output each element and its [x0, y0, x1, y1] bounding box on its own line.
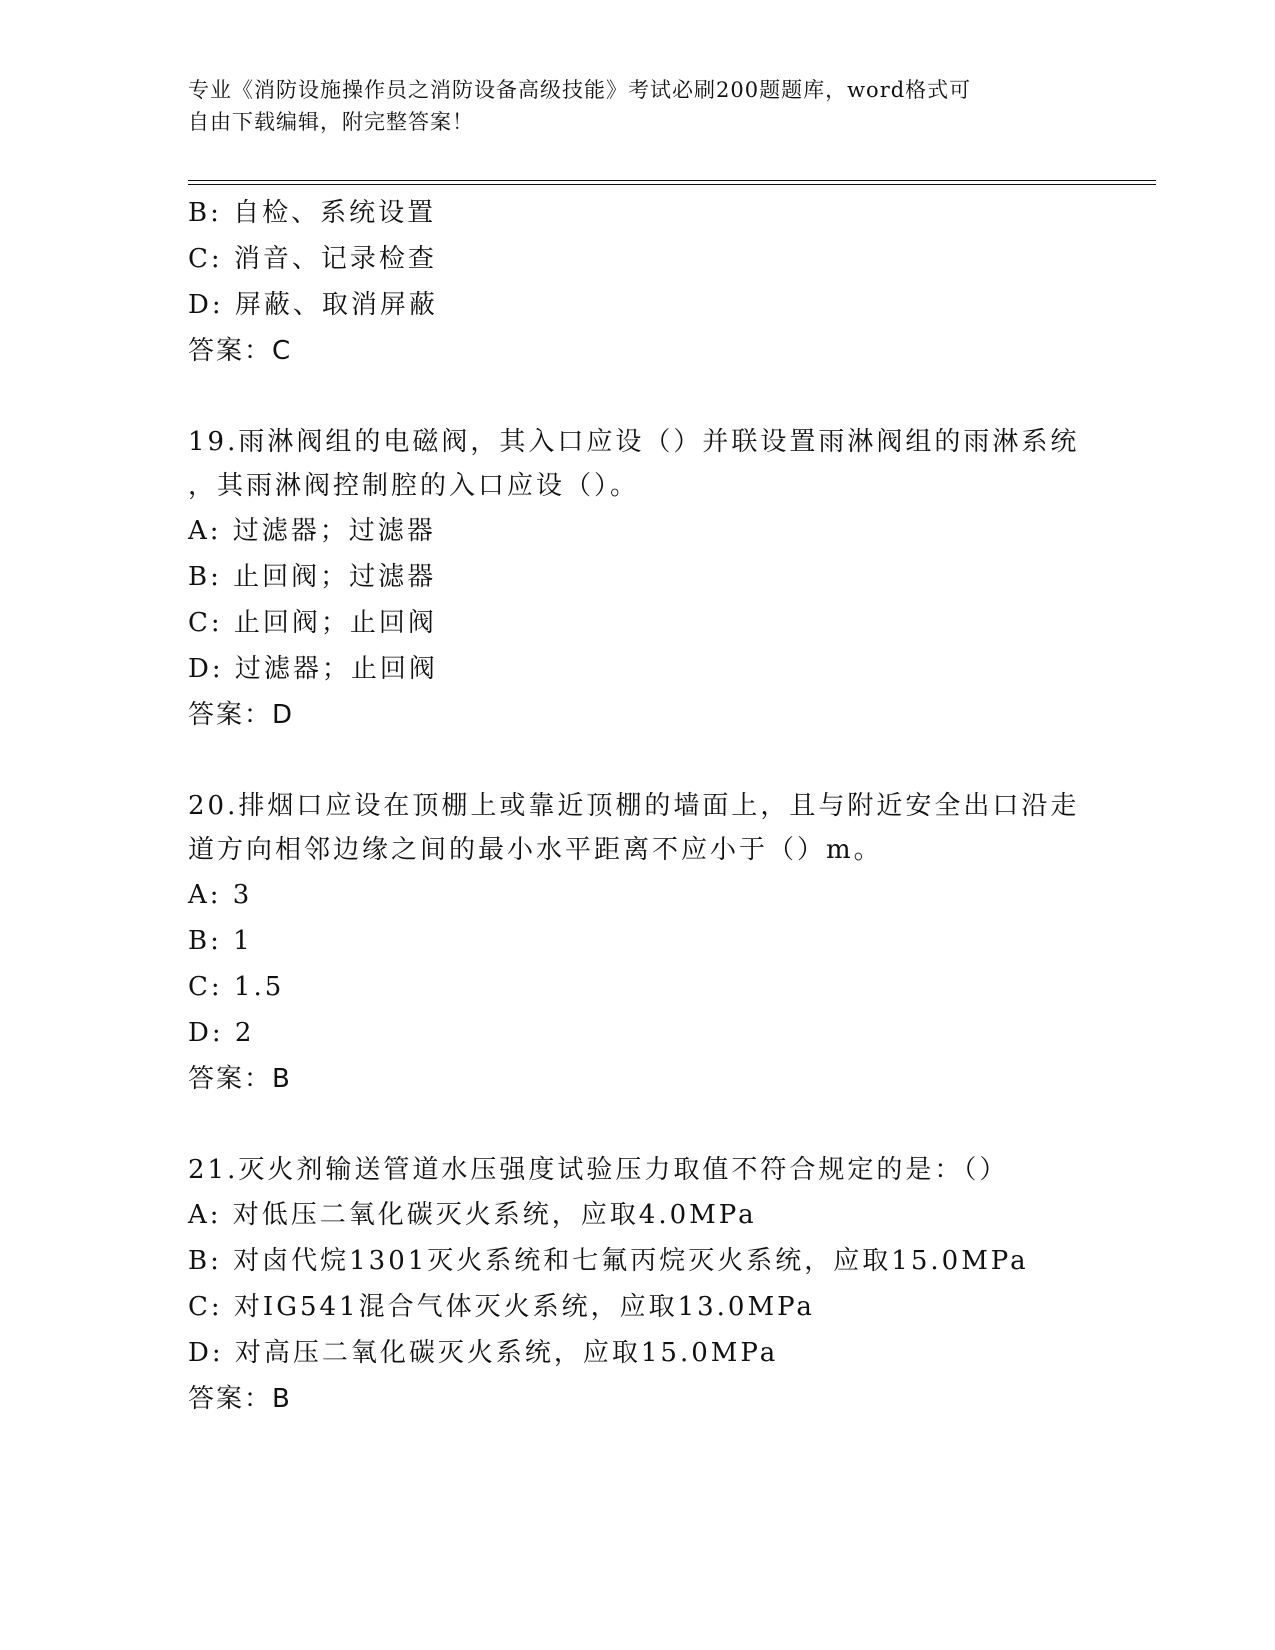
- question-stem: [188, 420, 1088, 508]
- option-d: D: 过滤器；止回阀: [188, 654, 438, 684]
- option-b: B: 自检、系统设置: [188, 198, 437, 228]
- question-list: [188, 190, 1088, 1422]
- option-c: C: 止回阀；止回阀: [188, 608, 437, 638]
- question-stem: [188, 1148, 1088, 1192]
- header-divider-bottom: [188, 184, 1156, 185]
- option-a: A: 3: [188, 880, 253, 910]
- answer: 答案：D: [188, 700, 295, 730]
- question-21: [188, 1148, 1088, 1422]
- spacer: [188, 738, 1088, 784]
- option-a: A: 过滤器；过滤器: [188, 516, 436, 546]
- option-a: A: 对低压二氧化碳灭火系统，应取4.0MPa: [188, 1200, 757, 1230]
- option-c: C: 1.5: [188, 972, 285, 1002]
- option-b: B: 1: [188, 926, 253, 956]
- option-d: D: 2: [188, 1018, 255, 1048]
- spacer: [188, 374, 1088, 420]
- option-c: C: 对IG541混合气体灭火系统，应取13.0MPa: [188, 1292, 815, 1322]
- stem-line-2: ，其雨淋阀控制腔的入口应设（）。: [188, 471, 640, 501]
- answer: 答案：C: [188, 336, 293, 366]
- header-line-1: 专业《消防设施操作员之消防设备高级技能》考试必刷200题题库，word格式可: [188, 78, 972, 102]
- question-19: [188, 420, 1088, 738]
- answer: 答案：B: [188, 1384, 292, 1414]
- stem-line-1: 19.雨淋阀组的电磁阀，其入口应设（）并联设置雨淋阀组的雨淋系统: [188, 427, 1080, 457]
- spacer: [188, 1102, 1088, 1148]
- option-b: B: 对卤代烷1301灭火系统和七氟丙烷灭火系统，应取15.0MPa: [188, 1246, 1029, 1276]
- stem-line-2: 道方向相邻边缘之间的最小水平距离不应小于（）m。: [188, 835, 883, 865]
- option-d: D: 对高压二氧化碳灭火系统，应取15.0MPa: [188, 1338, 779, 1368]
- option-d: D: 屏蔽、取消屏蔽: [188, 290, 438, 320]
- document-header: [188, 74, 1068, 138]
- header-divider-top: [188, 180, 1156, 181]
- answer: 答案：B: [188, 1064, 292, 1094]
- stem-line-1: 21.灭火剂输送管道水压强度试验压力取值不符合规定的是：（）: [188, 1155, 1009, 1185]
- stem-line-1: 20.排烟口应设在顶棚上或靠近顶棚的墙面上，且与附近安全出口沿走: [188, 791, 1080, 821]
- option-b: B: 止回阀；过滤器: [188, 562, 437, 592]
- option-c: C: 消音、记录检查: [188, 244, 437, 274]
- question-20: [188, 784, 1088, 1102]
- question-18: [188, 190, 1088, 374]
- question-stem: [188, 784, 1088, 872]
- header-line-2: 自由下载编辑，附完整答案！: [188, 110, 474, 134]
